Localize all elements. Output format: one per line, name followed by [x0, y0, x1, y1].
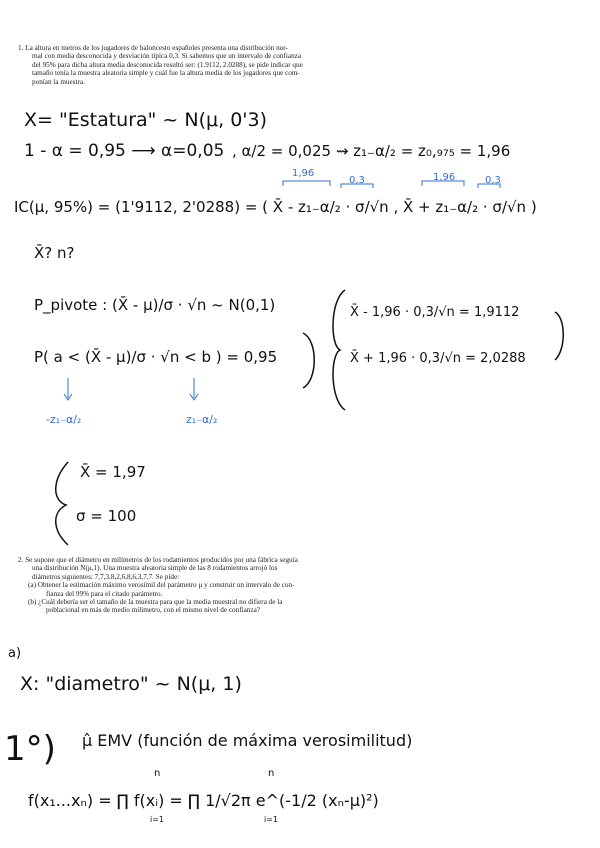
label-b: z₁₋α/₂	[186, 413, 218, 426]
problem-2-line: diámetros siguientes: 7,7,3,8,2,6,8,6,3,7,7. Se pide:	[32, 572, 180, 581]
problem-2-item: (b) ¿Cuál debería ser el tamaño de la muestra para que la media muestral no difiera de la	[28, 598, 283, 607]
step-1-label: 1°)	[4, 729, 56, 769]
note-196-b: 1,96	[433, 172, 456, 183]
alpha-half-line: , α/2 = 0,025 ⇝ z₁₋α/₂ = z₀,₉₇₅ = 1,96	[232, 142, 511, 160]
problem-2-statement	[18, 556, 353, 615]
pivot-line: P_pivote : (X̄ - μ)/σ · √n ~ N(0,1)	[34, 296, 276, 314]
brace-196-a	[283, 181, 330, 186]
problem-1-line: ponían la muestra.	[32, 77, 85, 86]
problem-1-line: tamaño tenía la muestra aleatoria simple y cuál fue la altura media de los jugadores que com-	[32, 69, 300, 78]
prod-top-2: n	[268, 768, 275, 779]
likelihood-line: f(x₁...xₙ) = ∏ f(xᵢ) = ∏ 1/√2π e^(-1/2 (xₙ-μ)²)	[28, 791, 379, 810]
problem-1-line: mal con media desconocida y desviación típica 0,3. Si sabemos que un intervalo de confianza	[32, 52, 302, 61]
problem-2-line: una distribución N(μ,1). Una muestra aleatoria simple de las 8 rodamientos arrojó los	[32, 564, 278, 573]
prod-bottom-1: i=1	[150, 815, 165, 824]
note-196-a: 1,96	[292, 168, 315, 179]
part-a-label: a)	[8, 646, 22, 661]
equation-1: X̄ - 1,96 · 0,3/√n = 1,9112	[350, 305, 520, 320]
prob-line: P( a < (X̄ - μ)/σ · √n < b ) = 0,95	[34, 348, 278, 366]
note-03-a: 0,3	[349, 175, 365, 186]
problem-2-item: (a) Obtener la estimación máximo verosímil del parámetro μ y construir un intervalo de con-	[28, 581, 295, 590]
result-mean: X̄ = 1,97	[80, 463, 146, 481]
problem-1-line: 1. La altura en metros de los jugadores de baloncesto españoles presenta una distribución nor-	[18, 44, 288, 52]
unknowns-line: X̄? n?	[34, 244, 75, 262]
result-brace	[56, 462, 68, 545]
label-a: -z₁₋α/₂	[46, 413, 82, 426]
prod-bottom-2: i=1	[264, 815, 279, 824]
system-brace-right	[555, 312, 563, 360]
ci-line: IC(μ, 95%) = (1'9112, 2'0288) = ( X̄ - z₁₋α/₂ · σ/√n , X̄ + z₁₋α/₂ · σ/√n )	[14, 198, 537, 216]
model-line: X= "Estatura" ~ N(μ, 0'3)	[24, 109, 268, 131]
step-1-title: μ̂ EMV (función de máxima verosimilitud)	[82, 731, 413, 750]
result-n: σ = 100	[76, 507, 137, 525]
note-03-b: 0,3	[485, 175, 501, 186]
problem-2-item: poblacional en más de medio milímetro, con el mismo nivel de confianza?	[46, 606, 260, 615]
problem-2-item: fianza del 99% para el citado parámetro.	[46, 589, 163, 598]
alpha-line: 1 - α = 0,95 ⟶ α=0,05	[24, 141, 225, 161]
model-2-line: X: "diametro" ~ N(μ, 1)	[20, 673, 242, 695]
prod-top-1: n	[154, 768, 161, 779]
problem-2-line: 2. Se supone que el diámetro en milímetros de los rodamientos producidos por una fábrica seguía	[18, 556, 298, 564]
brace-right	[303, 333, 314, 388]
equation-2: X̄ + 1,96 · 0,3/√n = 2,0288	[350, 351, 526, 366]
problem-1-line: del 95% para dicha altura media desconocida resultó ser: (1.9112, 2.0288), se pide indicar que	[32, 60, 303, 69]
system-brace-left	[333, 290, 345, 410]
